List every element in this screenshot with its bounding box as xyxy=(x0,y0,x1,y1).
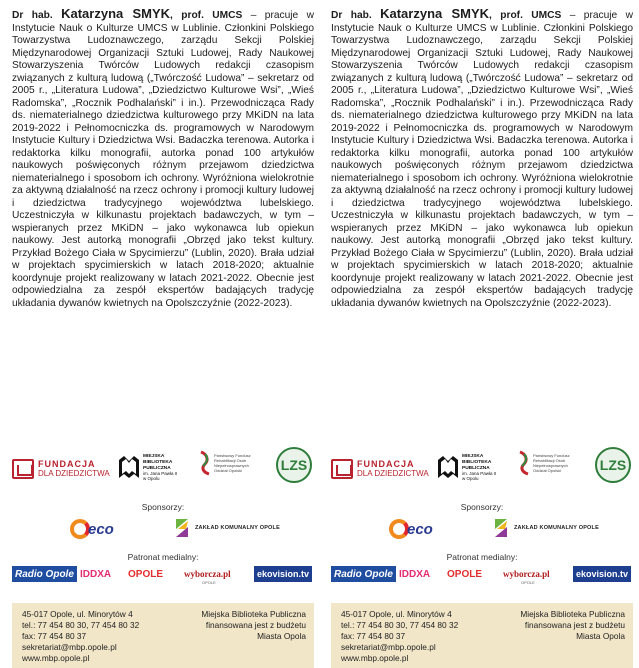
footer-email[interactable]: sekretariat@mbp.opole.pl xyxy=(22,642,117,652)
zk-logo xyxy=(174,517,280,539)
lzs-emblem-icon xyxy=(276,447,312,483)
footer-right-3: Miasta Opola xyxy=(576,631,625,641)
mbp-logo xyxy=(437,453,500,481)
pfron-flag-icon xyxy=(199,450,211,476)
footer-tel: tel.: 77 454 80 30, 77 454 80 32 xyxy=(341,620,459,630)
footer-fax: fax: 77 454 80 37 xyxy=(341,631,406,641)
footer-right-1: Miejska Biblioteka Publiczna xyxy=(520,609,625,619)
fundacja-logo xyxy=(331,459,429,479)
footer-fax: fax: 77 454 80 37 xyxy=(22,631,87,641)
footer-right-2: finansowana jest z budżetu xyxy=(205,620,306,630)
bio-title-prefix: Dr hab. xyxy=(12,10,53,21)
footer-tel: tel.: 77 454 80 30, 77 454 80 32 xyxy=(22,620,140,630)
bio-title-suffix: , prof. UMCS xyxy=(489,10,562,21)
lzs-mark: LZS xyxy=(280,457,308,473)
contact-footer xyxy=(331,603,633,668)
footer-address: 45-017 Opole, ul. Minorytów 4 xyxy=(22,609,133,619)
zk-emblem-icon xyxy=(493,517,509,539)
fundacja-line1: FUNDACJA xyxy=(357,459,415,469)
mbp-logo xyxy=(118,453,181,481)
wyborcza-logo: wyborcza.pl xyxy=(503,569,550,579)
ekovision-logo: ekovision.tv xyxy=(573,566,631,582)
pfron-text: Państwowy Fundusz Rehabilitacji Osób Niepełnosprawnych Oddział Opolski xyxy=(533,453,570,473)
leaflet-panel-right xyxy=(331,0,633,668)
partner-logos xyxy=(331,447,633,487)
partner-logos xyxy=(12,447,314,487)
eco-ring-icon xyxy=(70,519,90,539)
footer-address: 45-017 Opole, ul. Minorytów 4 xyxy=(341,609,452,619)
nto-logo: OPOLE xyxy=(128,568,164,580)
radio-opole-logo: Radio Opole xyxy=(12,566,77,582)
wyborcza-logo: wyborcza.pl xyxy=(184,569,231,579)
bio-name: Katarzyna SMYK xyxy=(380,6,490,21)
mbp-line2: BIBLIOTEKA xyxy=(462,460,492,465)
sponsors-logos xyxy=(12,517,314,543)
lzs-mark: LZS xyxy=(599,457,627,473)
bio-text: – pracuje w Instytucie Nauk o Kulturze UMCS w Lublinie. Członkini Polskiego Towarzystwa Ludoznawczego, zarządu Sekcji Polskiej Międzynarodowej Organizacji Sztuki Ludowej, Rady Naukowej Stowarzyszenia Twórców Ludowych redakcji czasopism związanych z kulturą ludową („Twórczość Ludowa” – sekretarz od 2005 r., „Literatura Ludowa”, „Dziedzictwo Kulturowe Wsi”, „Wieś Radomska”, „Rocznik Podhalański” i in.). Przewodnicząca Rady ds. niematerialnego dziedzictwa kulturowego przy MKiDN na lata 2019-2022 i Pełnomocniczka ds. programowych w Narodowym Instytucie Kultury i Dziedzictwa Wsi. Badaczka terenowa. Autorka i redaktorka kilku monografii, autorka ponad 100 artykułów naukowych poświęconych różnym przejawom dziedzictwa niematerialnego i sposobom ich ochrony. Wyróżniona wielokrotnie za aktywną działalność na rzecz ochrony i promocji kultury ludowej i dziedzictwa tradycyjnego województwa lubelskiego. Uczestniczyła w kilkunastu projektach badawczych, w tym – wspieranych przez MKiDN – jako wykonawca lub opiekun naukowy. Jest autorką monografii „Obrzęd jako tekst kultury. Przykład Bożego Ciała w Spycimierzu” (Lublin, 2020). Brała udział w projektach spycimierskich w latach 2018-2020; aktualnie koordynuje projekt realizowany w latach 2021-2022. Obecnie jest odpowiedzialna za zespół ekspertów badających tradycję układania dywanów kwietnych na Opolszczyźnie (2022-2023). xyxy=(12,10,314,309)
contact-footer xyxy=(12,603,314,668)
fundacja-line2: DLA DZIEDZICTWA xyxy=(38,469,110,478)
lzs-logo xyxy=(276,447,312,483)
pfron-text: Państwowy Fundusz Rehabilitacji Osób Niepełnosprawnych Oddział Opolski xyxy=(214,453,251,473)
mbp-line5: w Opolu xyxy=(143,476,160,481)
eco-ring-icon xyxy=(389,519,409,539)
idd-logo: IDDXA xyxy=(80,568,112,580)
zk-text: ZAKŁAD KOMUNALNY OPOLE xyxy=(195,525,280,531)
pfron-logo xyxy=(199,450,254,476)
lzs-emblem-icon xyxy=(595,447,631,483)
footer-right-3: Miasta Opola xyxy=(257,631,306,641)
media-heading: Patronat medialny: xyxy=(446,552,518,562)
fundacja-line1: FUNDACJA xyxy=(38,459,96,469)
fundacja-icon xyxy=(12,459,34,479)
eco-word: eco xyxy=(407,520,433,538)
wyborcza-sub: OPOLE xyxy=(202,580,216,585)
bio-name: Katarzyna SMYK xyxy=(61,6,171,21)
bio-title-prefix: Dr hab. xyxy=(331,10,372,21)
mbp-line4: im. Jana Pawła II xyxy=(462,471,497,476)
radio-opole-logo: Radio Opole xyxy=(331,566,396,582)
pfron-logo xyxy=(518,450,573,476)
fundacja-line2: DLA DZIEDZICTWA xyxy=(357,469,429,478)
zk-logo xyxy=(493,517,599,539)
footer-right-2: finansowana jest z budżetu xyxy=(524,620,625,630)
mbp-line5: w Opolu xyxy=(462,476,479,481)
idd-logo: IDDXA xyxy=(399,568,431,580)
zk-text: ZAKŁAD KOMUNALNY OPOLE xyxy=(514,525,599,531)
wyborcza-sub: OPOLE xyxy=(521,580,535,585)
mbp-line3: PUBLICZNA xyxy=(462,466,490,471)
bio-paragraph xyxy=(331,8,633,310)
eco-logo xyxy=(70,519,114,539)
mbp-line4: im. Jana Pawła II xyxy=(143,471,178,476)
mbp-line1: MIEJSKA xyxy=(462,454,484,459)
footer-www[interactable]: www.mbp.opole.pl xyxy=(341,653,409,663)
sponsors-heading: Sponsorzy: xyxy=(141,502,185,512)
media-logos xyxy=(12,566,314,584)
mbp-line2: BIBLIOTEKA xyxy=(143,460,173,465)
fundacja-icon xyxy=(331,459,353,479)
nto-logo: OPOLE xyxy=(447,568,483,580)
bio-text: – pracuje w Instytucie Nauk o Kulturze UMCS w Lublinie. Członkini Polskiego Towarzystwa Ludoznawczego, zarządu Sekcji Polskiej Międzynarodowej Organizacji Sztuki Ludowej, Rady Naukowej Stowarzyszenia Twórców Ludowych redakcji czasopism związanych z kulturą ludową („Twórczość Ludowa” – sekretarz od 2005 r., „Literatura Ludowa”, „Dziedzictwo Kulturowe Wsi”, „Wieś Radomska”, „Rocznik Podhalański” i in.). Przewodnicząca Rady ds. niematerialnego dziedzictwa kulturowego przy MKiDN na lata 2019-2022 i Pełnomocniczka ds. programowych w Narodowym Instytucie Kultury i Dziedzictwa Wsi. Badaczka terenowa. Autorka i redaktorka kilku monografii, autorka ponad 100 artykułów naukowych poświęconych różnym przejawom dziedzictwa niematerialnego i sposobom ich ochrony. Wyróżniona wielokrotnie za aktywną działalność na rzecz ochrony i promocji kultury ludowej i dziedzictwa tradycyjnego województwa lubelskiego. Uczestniczyła w kilkunastu projektach badawczych, w tym – wspieranych przez MKiDN – jako wykonawca lub opiekun naukowy. Jest autorką monografii „Obrzęd jako tekst kultury. Przykład Bożego Ciała w Spycimierzu” (Lublin, 2020). Brała udział w projektach spycimierskich w latach 2018-2020; aktualnie koordynuje projekt realizowany w latach 2021-2022. Obecnie jest odpowiedzialna za zespół ekspertów badających tradycję układania dywanów kwietnych na Opolszczyźnie (2022-2023). xyxy=(331,10,633,309)
footer-www[interactable]: www.mbp.opole.pl xyxy=(22,653,90,663)
media-heading: Patronat medialny: xyxy=(127,552,199,562)
media-logos xyxy=(331,566,633,584)
lzs-logo xyxy=(595,447,631,483)
library-book-icon xyxy=(437,454,459,480)
ekovision-logo: ekovision.tv xyxy=(254,566,312,582)
bio-title-suffix: , prof. UMCS xyxy=(170,10,243,21)
footer-right-1: Miejska Biblioteka Publiczna xyxy=(201,609,306,619)
fundacja-logo xyxy=(12,459,110,479)
library-book-icon xyxy=(118,454,140,480)
eco-logo xyxy=(389,519,433,539)
bio-paragraph xyxy=(12,8,314,310)
mbp-line1: MIEJSKA xyxy=(143,454,165,459)
footer-email[interactable]: sekretariat@mbp.opole.pl xyxy=(341,642,436,652)
eco-word: eco xyxy=(88,520,114,538)
zk-emblem-icon xyxy=(174,517,190,539)
mbp-line3: PUBLICZNA xyxy=(143,466,171,471)
leaflet-panel-left xyxy=(12,0,314,668)
sponsors-heading: Sponsorzy: xyxy=(460,502,504,512)
sponsors-logos xyxy=(331,517,633,543)
pfron-flag-icon xyxy=(518,450,530,476)
